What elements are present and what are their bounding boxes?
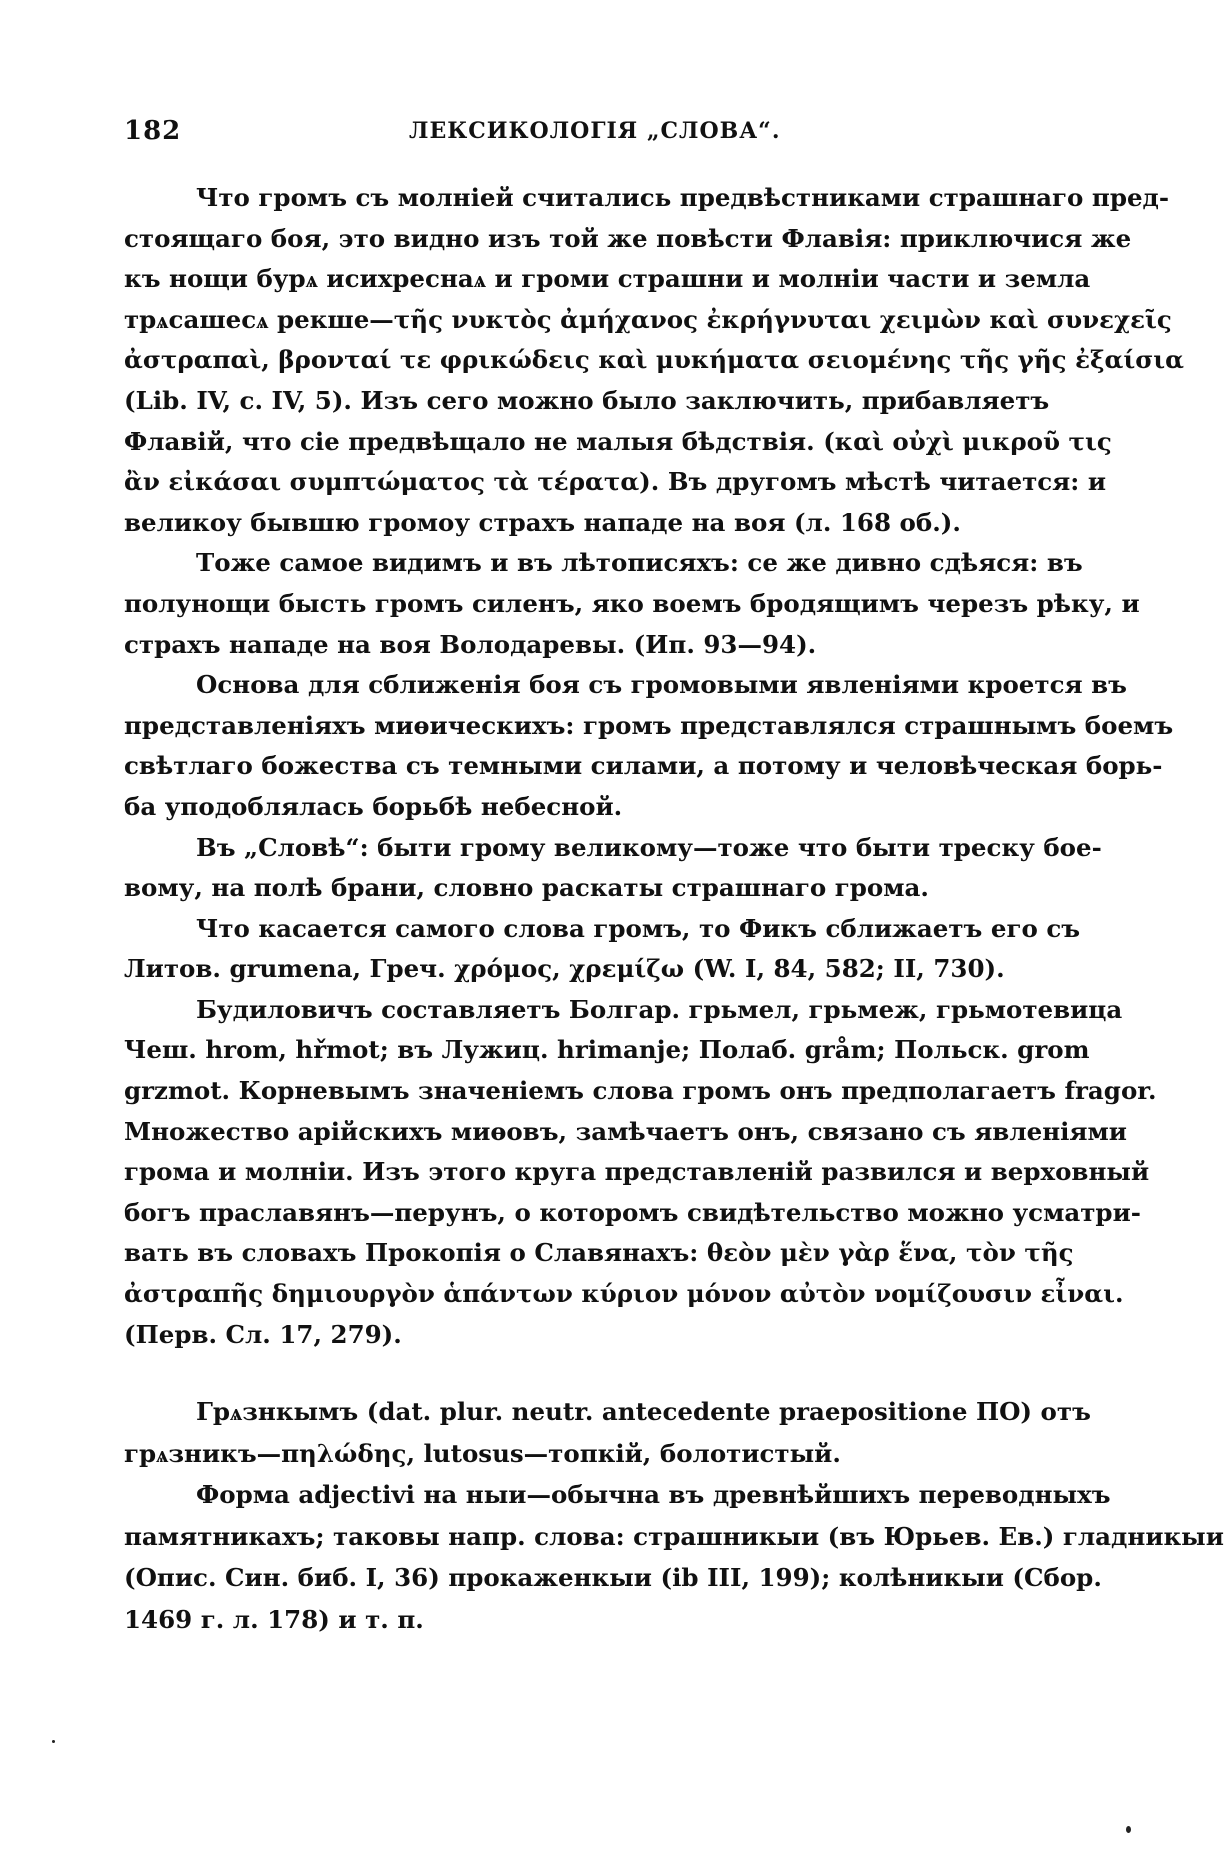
text-line: (Lib. IV, c. IV, 5). Изъ сего можно было заключить, прибавляетъ xyxy=(124,385,1050,415)
text-line: памятникахъ; таковы напр. слова: страшникыи (въ Юрьев. Ев.) гладникыи xyxy=(124,1521,1224,1551)
text-line: Чеш. hrom, hřmot; въ Лужиц. hrimanje; Полаб. gråm; Польск. grom xyxy=(124,1035,1090,1065)
text-line: 1469 г. л. 178) и т. п. xyxy=(124,1604,424,1634)
text-line: Литов. grumena, Греч. χρόμος, χρεμίζω (W. I, 84, 582; II, 730). xyxy=(124,954,1005,984)
page-body xyxy=(124,178,1224,1640)
text-line: Тоже самое видимъ и въ лѣтописяхъ: се же дивно сдѣяся: въ xyxy=(196,548,1083,578)
text-line: грѧзникъ—πηλώδης, lutosus—топкій, болотистый. xyxy=(124,1438,841,1468)
text-line: вать въ словахъ Прокопія о Славянахъ: θεὸν μὲν γὰρ ἕνα, τὸν τῆς xyxy=(124,1238,1074,1268)
text-line: трѧсашесѧ рекшe—τῆς νυκτὸς ἀμήχανος ἐκρήγνυται χειμὼν καὶ συνεχεῖς xyxy=(124,304,1172,334)
text-line: полунощи бысть громъ силенъ, яко воемъ бродящимъ черезъ рѣку, и xyxy=(124,588,1140,618)
running-title: ЛЕКСИКОЛОГІЯ „СЛОВА“. xyxy=(409,118,781,144)
text-line: ἀστραπαὶ, βρονταί τε φρικώδεις καὶ μυκήματα σειομένης τῆς γῆς ἐξαίσια xyxy=(124,345,1184,375)
text-line: Флавій, что сіе предвѣщало не малыя бѣдствія. (καὶ οὐχὶ μικροῦ τις xyxy=(124,426,1112,456)
text-line: Будиловичъ составляетъ Болгар. грьмел, грьмеж, грьмотевица xyxy=(196,994,1123,1024)
text-line: Что касается самого слова громъ, то Фикъ сближаетъ его съ xyxy=(196,913,1081,943)
entry-headword-line: Грѧзнкымъ (dat. plur. neutr. antecedente praepositione ПО) отъ xyxy=(196,1397,1091,1427)
text-line: богъ праславянъ—перунъ, о которомъ свидѣтельство можно усматри- xyxy=(124,1197,1141,1227)
paragraph-slovo-quote xyxy=(124,828,1102,909)
text-line: ба уподоблялась борьбѣ небесной. xyxy=(124,791,623,821)
text-line: Множество арійскихъ миѳовъ, замѣчаетъ онъ, связано съ явленіями xyxy=(124,1116,1127,1146)
text-line: страхъ нападе на воя Володаревы. (Ип. 93—94). xyxy=(124,629,817,659)
text-line: Въ „Словѣ“: быти грому великому—тоже что быти треску бое- xyxy=(196,832,1102,862)
entry-gap xyxy=(124,1355,1036,1391)
text-line: свѣтлаго божества съ темными силами, а потому и человѣческая борь- xyxy=(124,751,1163,781)
text-line: (Опис. Син. биб. I, 36) прокаженкыи (ib III, 199); колѣникыи (Сбор. xyxy=(124,1563,1102,1593)
text-line: стоящаго боя, это видно изъ той же повѣсти Флавія: приключися же xyxy=(124,223,1132,253)
paragraph-mythic-basis xyxy=(124,665,1174,827)
page-header xyxy=(124,116,1024,156)
text-line: ἀστραπῆς δημιουργὸν ἁπάντων κύριον μόνον αὐτὸν νομίζουσιν εἶναι. xyxy=(124,1279,1124,1309)
paragraph-fick-etymology xyxy=(124,909,1081,990)
text-line: великоу бывшю громоу страхъ нападе на воя (л. 168 об.). xyxy=(124,507,961,537)
text-line: ἂν εἰκάσαι συμπτώματος τὰ τέρατα). Въ другомъ мѣстѣ читается: и xyxy=(124,467,1107,497)
dictionary-entry xyxy=(124,1391,1224,1640)
text-line: (Перв. Сл. 17, 279). xyxy=(124,1319,402,1349)
print-speck xyxy=(1126,1826,1131,1833)
paragraph-thunder-omens xyxy=(124,178,1184,543)
entry-form-note xyxy=(124,1474,1224,1640)
page-number: 182 xyxy=(124,116,182,146)
text-line: къ нощи бурѧ исихреснаѧ и громи страшни и молніи части и земла xyxy=(124,264,1091,294)
paragraph-chronicles xyxy=(124,543,1140,665)
text-line: Основа для сближенія боя съ громовыми явленіями кроется въ xyxy=(196,670,1127,700)
text-line: вому, на полѣ брани, словно раскаты страшнаго грома. xyxy=(124,873,929,903)
text-line: представленіяхъ миѳическихъ: громъ представлялся страшнымъ боемъ xyxy=(124,710,1174,740)
paragraph-budilovich xyxy=(124,990,1157,1355)
text-line: grzmot. Корневымъ значеніемъ слова громъ онъ предполагаетъ fragor. xyxy=(124,1076,1157,1106)
text-line: грома и молніи. Изъ этого круга представленій развился и верховный xyxy=(124,1157,1150,1187)
text-line: Форма adjectivi на ныи—обычна въ древнѣйшихъ переводныхъ xyxy=(196,1480,1111,1510)
entry-definition xyxy=(124,1391,1091,1474)
text-line: Что громъ съ молніей считались предвѣстниками страшнаго пред- xyxy=(196,183,1170,212)
print-speck xyxy=(52,1740,55,1743)
